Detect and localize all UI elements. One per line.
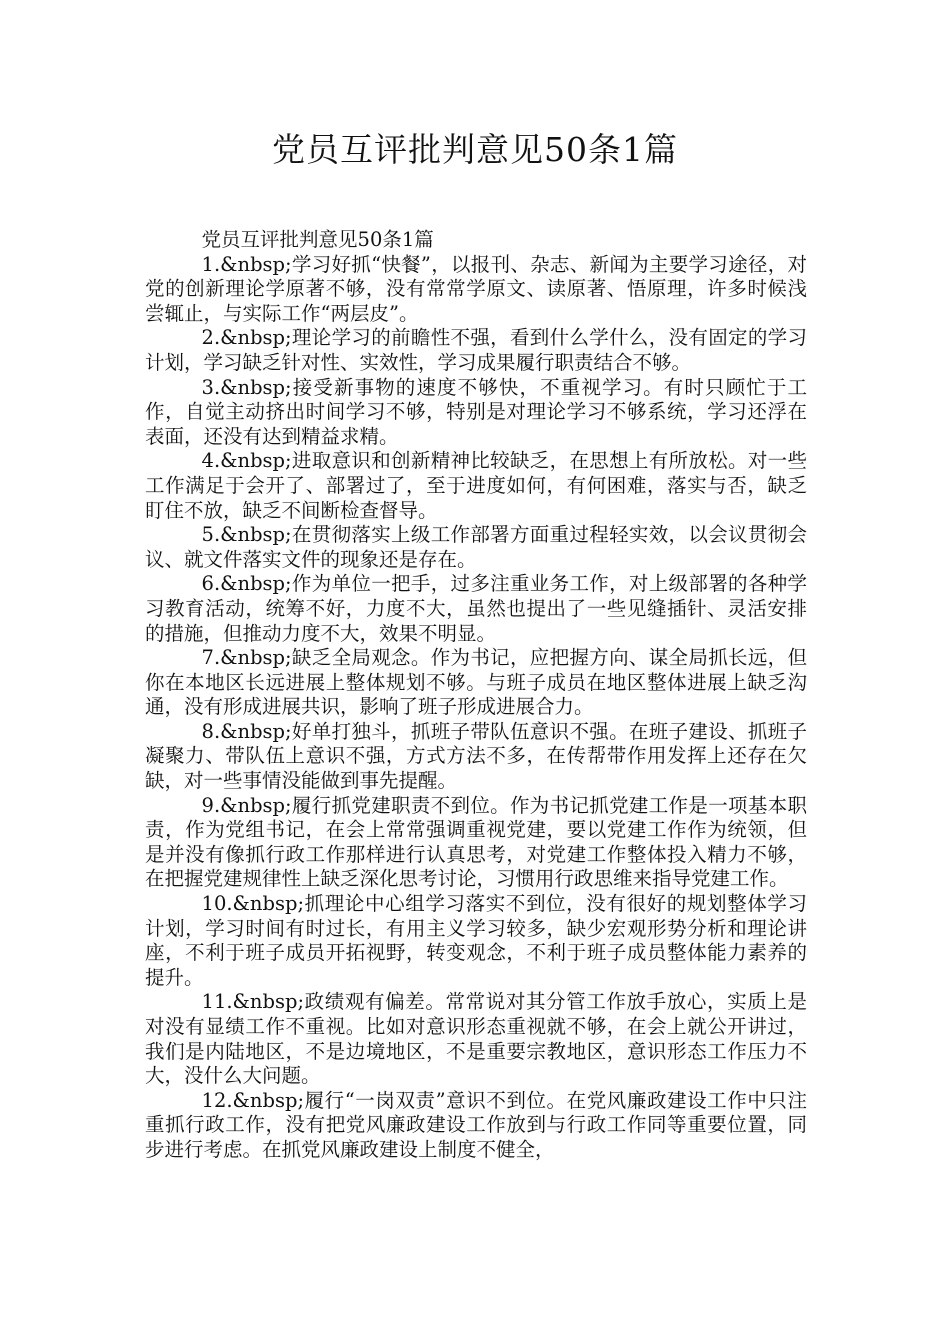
paragraph-12: 12.&nbsp;履行“一岗双责”意识不到位。在党风廉政建设工作中只注重抓行政工作，没有把党风廉政建设工作放到与行政工作同等重要位置，同步进行考虑。在抓党风廉政建设上制度不健全，: [145, 1088, 807, 1161]
paragraph-6: 6.&nbsp;作为单位一把手，过多注重业务工作，对上级部署的各种学习教育活动，统筹不好，力度不大，虽然也提出了一些见缝插针、灵活安排的措施，但推动力度不大，效果不明显。: [145, 572, 807, 645]
paragraph-9: 9.&nbsp;履行抓党建职责不到位。作为书记抓党建工作是一项基本职责，作为党组书记，在会上常常强调重视党建，要以党建工作作为统领，但是并没有像抓行政工作那样进行认真思考，对党建工作整体投入精力不够，在把握党建规律性上缺乏深化思考讨论，习惯用行政思维来指导党建工作。: [145, 793, 807, 891]
paragraph-2: 2.&nbsp;理论学习的前瞻性不强，看到什么学什么，没有固定的学习计划，学习缺乏针对性、实效性，学习成果履行职责结合不够。: [145, 326, 807, 374]
paragraph-1: 1.&nbsp;学习好抓“快餐”，以报刊、杂志、新闻为主要学习途径，对党的创新理论学原著不够，没有常常学原文、读原著、悟原理，许多时候浅尝辄止，与实际工作“两层皮”。: [145, 252, 807, 325]
paragraph-5: 5.&nbsp;在贯彻落实上级工作部署方面重过程轻实效，以会议贯彻会议、就文件落实文件的现象还是存在。: [145, 523, 807, 571]
document-body: [145, 228, 807, 1163]
document-subtitle: 党员互评批判意见50条1篇: [201, 228, 434, 251]
paragraph-8: 8.&nbsp;好单打独斗，抓班子带队伍意识不强。在班子建设、抓班子凝聚力、带队伍上意识不强，方式方法不多，在传帮带作用发挥上还存在欠缺，对一些事情没能做到事先提醒。: [145, 719, 807, 793]
paragraph-3: 3.&nbsp;接受新事物的速度不够快，不重视学习。有时只顾忙于工作，自觉主动挤出时间学习不够，特别是对理论学习不够系统，学习还浮在表面，还没有达到精益求精。: [145, 375, 807, 448]
paragraph-4: 4.&nbsp;进取意识和创新精神比较缺乏，在思想上有所放松。对一些工作满足于会开了、部署过了，至于进度如何，有何困难，落实与否，缺乏盯住不放，缺乏不间断检查督导。: [145, 449, 807, 522]
document-title: 党员互评批判意见50条1篇: [272, 130, 678, 169]
paragraph-11: 11.&nbsp;政绩观有偏差。常常说对其分管工作放手放心，实质上是对没有显绩工作不重视。比如对意识形态重视就不够，在会上就公开讲过，我们是内陆地区，不是边境地区，不是重要宗教地区，意识形态工作压力不大，没什么大问题。: [145, 990, 807, 1088]
paragraph-10: 10.&nbsp;抓理论中心组学习落实不到位，没有很好的规划整体学习计划，学习时间有时过长，有用主义学习较多，缺少宏观形势分析和理论讲座，不利于班子成员开拓视野，转变观念，不利于班子成员整体能力素养的提升。: [145, 892, 807, 989]
paragraph-7: 7.&nbsp;缺乏全局观念。作为书记，应把握方向、谋全局抓长远，但你在本地区长远进展上整体规划不够。与班子成员在地区整体进展上缺乏沟通，没有形成进展共识，影响了班子形成进展合力。: [145, 646, 807, 719]
